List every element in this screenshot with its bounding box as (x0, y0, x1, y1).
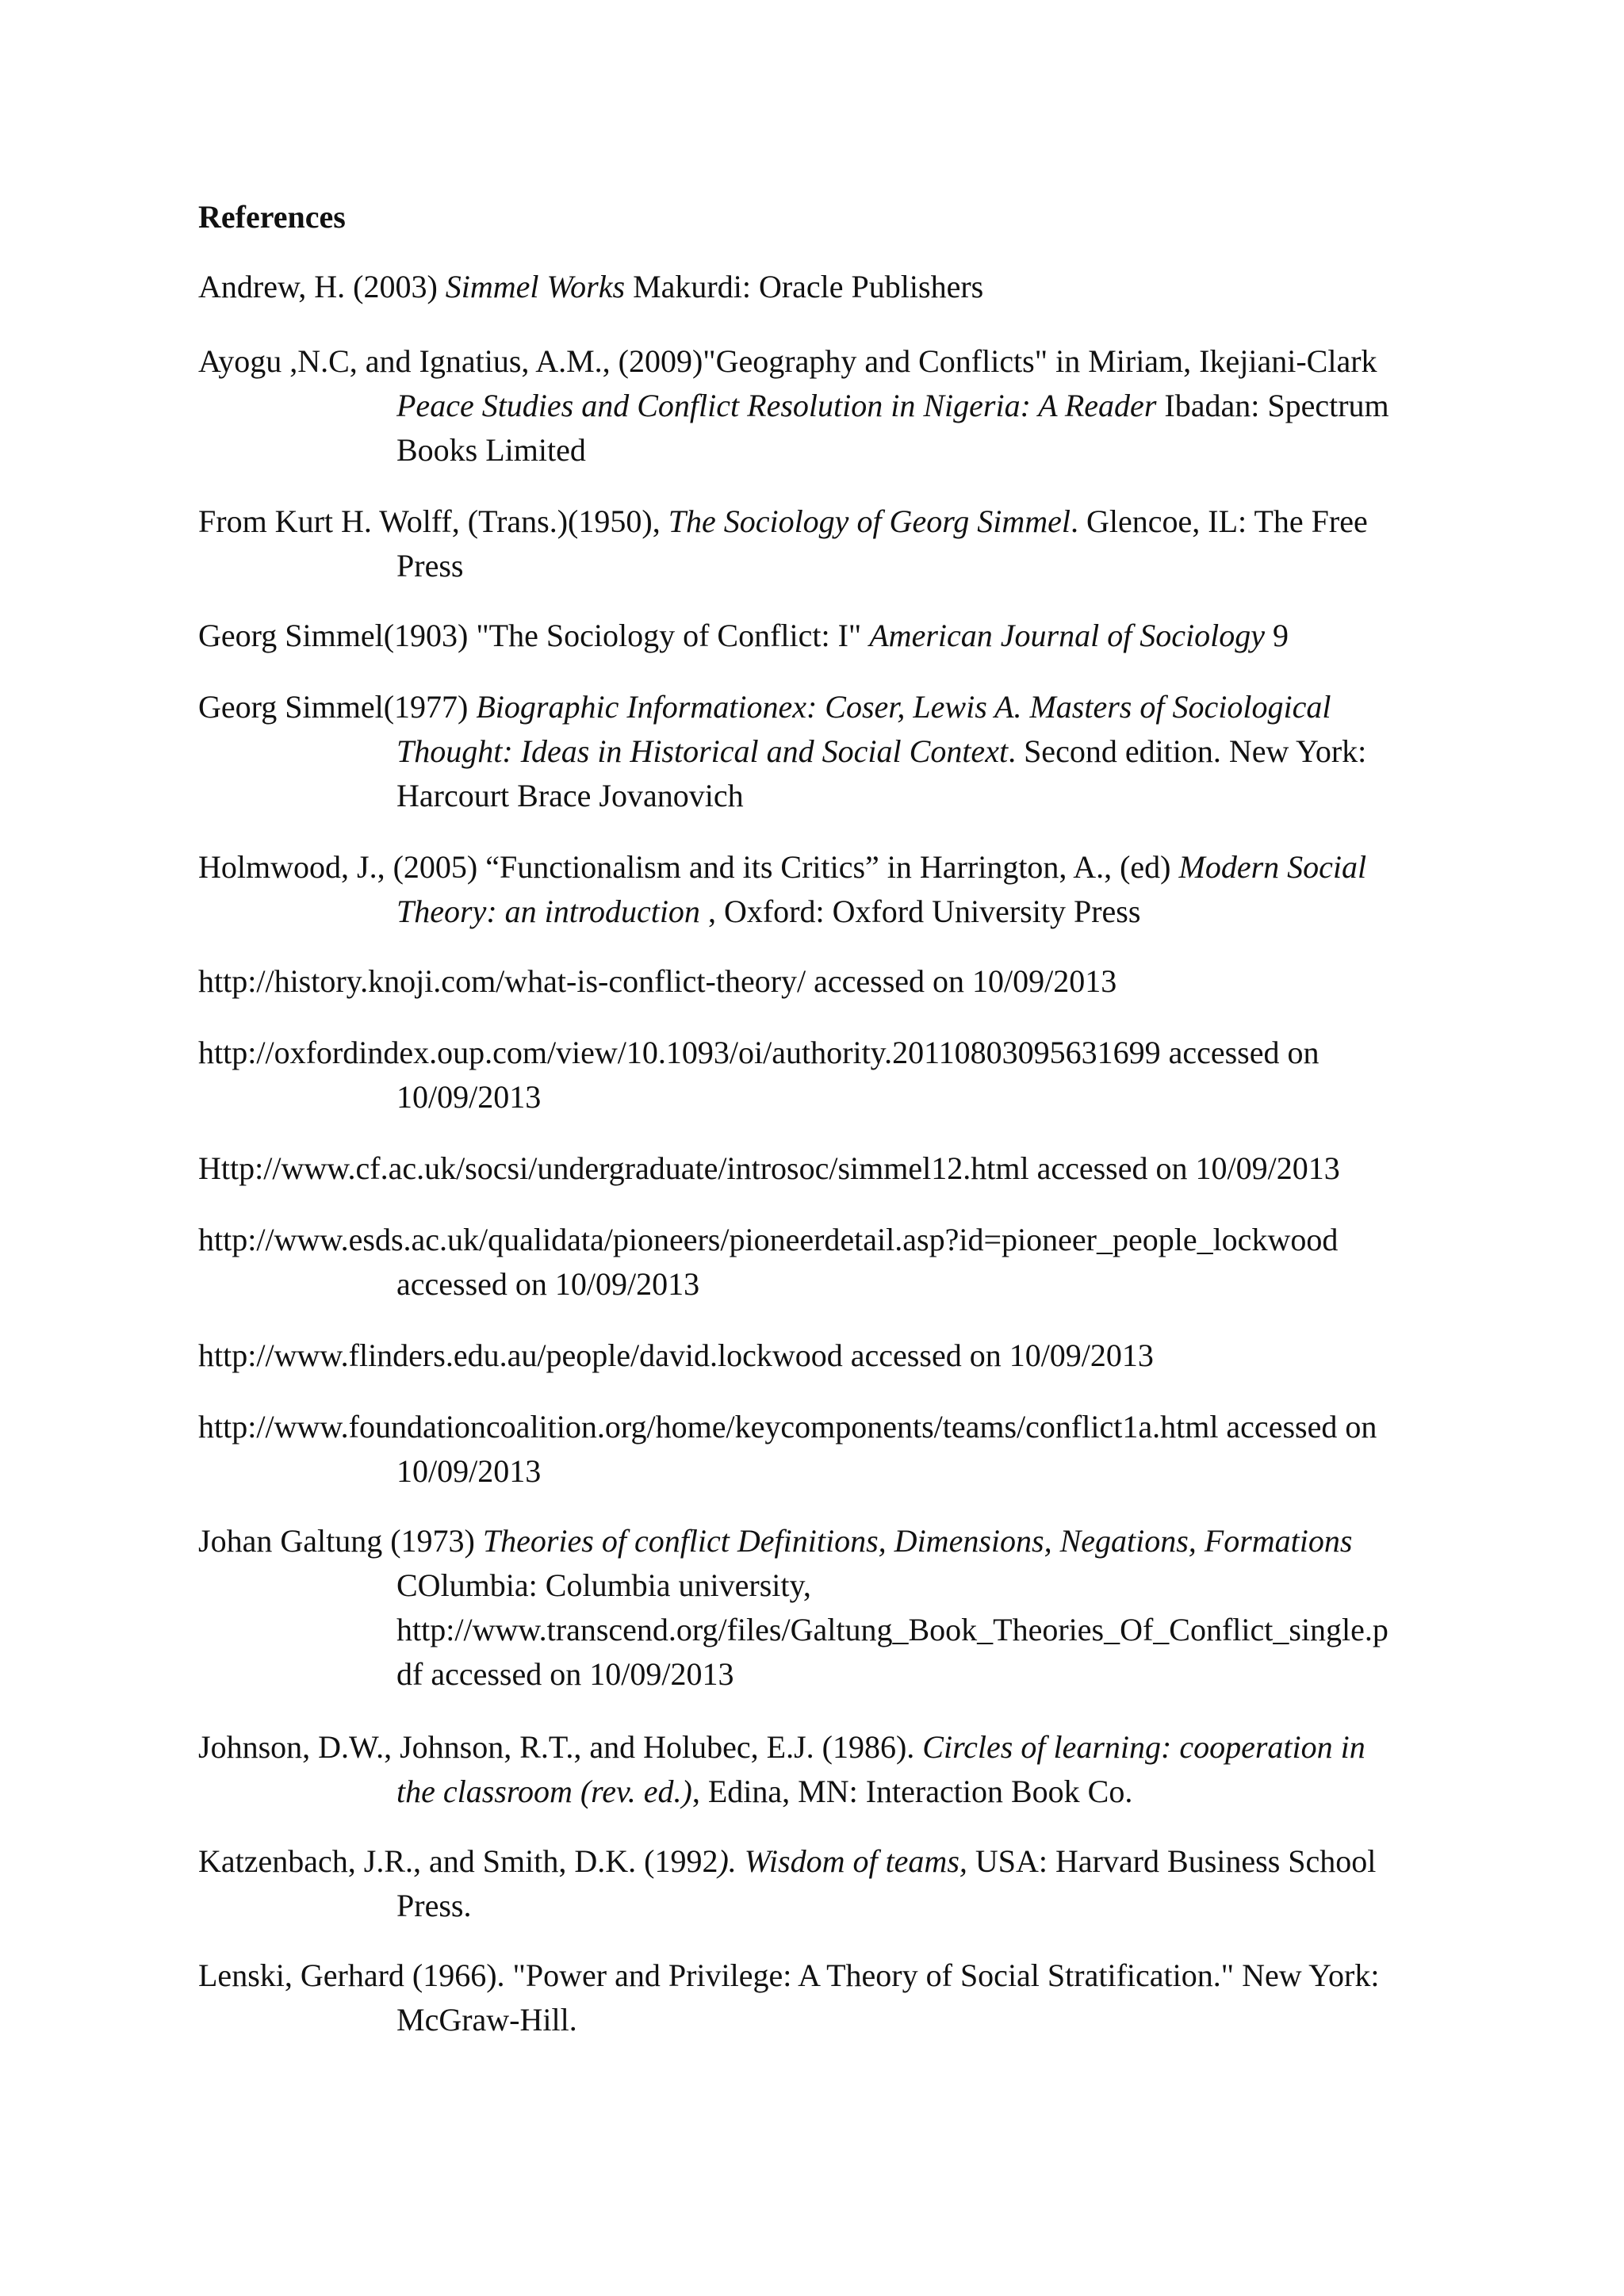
reference-line (198, 1563, 1451, 1608)
reference-line (198, 1839, 1451, 1884)
reference-entry (198, 499, 1451, 588)
reference-text: 9 (1265, 618, 1289, 653)
reference-line (198, 614, 1451, 658)
reference-text: . Second edition. New York: (1008, 733, 1367, 769)
reference-line (198, 544, 1451, 588)
reference-text: http://www.foundationcoalition.org/home/keycomponents/teams/conflict1a.html accessed on (198, 1409, 1377, 1445)
reference-entry (198, 339, 1451, 473)
italic-title: Theory: an introduction (396, 894, 700, 929)
reference-line (198, 428, 1451, 473)
reference-entry (198, 265, 1451, 309)
italic-title: Theories of conflict Definitions, Dimensions, Negations, Formations (482, 1523, 1353, 1559)
reference-entry (198, 1839, 1451, 1928)
reference-text: http://www.esds.ac.uk/qualidata/pioneers/pioneerdetail.asp?id=pioneer_people_lockwood (198, 1222, 1339, 1257)
reference-line (198, 1884, 1451, 1928)
reference-line (198, 1146, 1451, 1191)
reference-entry (198, 845, 1451, 934)
reference-line (198, 1998, 1451, 2042)
reference-entry (198, 1334, 1451, 1378)
reference-line (198, 774, 1451, 818)
reference-line (198, 384, 1451, 428)
italic-title: ). Wisdom of teams, (718, 1843, 967, 1879)
reference-line (198, 1954, 1451, 1998)
reference-line (198, 1519, 1451, 1563)
reference-text: Johan Galtung (1973) (198, 1523, 483, 1559)
italic-title: The Sociology of Georg Simmel (668, 503, 1071, 539)
reference-text: 10/09/2013 (396, 1453, 542, 1489)
reference-text: Johnson, D.W., Johnson, R.T., and Holubec, E.J. (1986). (198, 1729, 923, 1765)
italic-title: American Journal of Sociology (869, 618, 1266, 653)
italic-title: Circles of learning: cooperation in (922, 1729, 1365, 1765)
reference-entry (198, 1405, 1451, 1494)
reference-text: http://www.flinders.edu.au/people/david.lockwood accessed on 10/09/2013 (198, 1337, 1154, 1373)
reference-line (198, 1770, 1451, 1814)
reference-entry (198, 685, 1451, 818)
reference-line (198, 890, 1451, 934)
reference-line (198, 685, 1451, 729)
reference-text: Press (396, 548, 464, 584)
reference-text: accessed on 10/09/2013 (396, 1266, 700, 1302)
italic-title: Modern Social (1178, 849, 1367, 885)
reference-line (198, 1075, 1451, 1119)
reference-entry (198, 614, 1451, 658)
reference-text: From Kurt H. Wolff, (Trans.)(1950), (198, 503, 668, 539)
reference-text: Harcourt Brace Jovanovich (396, 778, 744, 813)
reference-text: http://oxfordindex.oup.com/view/10.1093/oi/authority.20110803095631699 accessed on (198, 1035, 1320, 1070)
reference-line (198, 729, 1451, 774)
reference-line (198, 1405, 1451, 1449)
reference-text: . Glencoe, IL: The Free (1071, 503, 1368, 539)
reference-text: http://history.knoji.com/what-is-conflict-theory/ accessed on 10/09/2013 (198, 963, 1117, 999)
reference-text: Makurdi: Oracle Publishers (625, 269, 984, 304)
reference-text: Lenski, Gerhard (1966). "Power and Privilege: A Theory of Social Stratification." New York: (198, 1957, 1380, 1993)
reference-line (198, 1725, 1451, 1770)
reference-line (198, 1608, 1451, 1652)
reference-text: Press. (396, 1888, 472, 1923)
reference-entry (198, 1146, 1451, 1191)
reference-entry (198, 1519, 1451, 1697)
reference-entry (198, 959, 1451, 1004)
reference-text: Georg Simmel(1903) "The Sociology of Conflict: I" (198, 618, 870, 653)
reference-line (198, 1334, 1451, 1378)
reference-line (198, 265, 1451, 309)
reference-entry (198, 1954, 1451, 2042)
references-heading: References (198, 199, 346, 235)
reference-line (198, 339, 1451, 384)
reference-line (198, 499, 1451, 544)
reference-line (198, 959, 1451, 1004)
italic-title: Simmel Works (445, 269, 626, 304)
reference-text: Ibadan: Spectrum (1156, 388, 1389, 423)
reference-text: Ayogu ,N.C, and Ignatius, A.M., (2009)"Geography and Conflicts" in Miriam, Ikejiani-Clark (198, 343, 1377, 379)
reference-text: Georg Simmel(1977) (198, 689, 477, 725)
reference-text: USA: Harvard Business School (967, 1843, 1377, 1879)
reference-entry (198, 1725, 1451, 1814)
italic-title: Thought: Ideas in Historical and Social Context (396, 733, 1009, 769)
reference-line (198, 1262, 1451, 1307)
reference-text: http://www.transcend.org/files/Galtung_Book_Theories_Of_Conflict_single.p (396, 1612, 1388, 1647)
reference-text: , Oxford: Oxford University Press (699, 894, 1141, 929)
reference-line (198, 1218, 1451, 1262)
reference-text: , Edina, MN: Interaction Book Co. (691, 1774, 1133, 1809)
italic-title: the classroom (rev. ed.) (396, 1774, 692, 1809)
italic-title: Peace Studies and Conflict Resolution in Nigeria: A Reader (396, 388, 1157, 423)
reference-line (198, 1449, 1451, 1494)
reference-text: COlumbia: Columbia university, (396, 1567, 811, 1603)
reference-entry (198, 1031, 1451, 1119)
reference-line (198, 845, 1451, 890)
reference-line (198, 1652, 1451, 1697)
reference-line (198, 1031, 1451, 1075)
reference-text: McGraw-Hill. (396, 2002, 577, 2038)
reference-text: Holmwood, J., (2005) “Functionalism and its Critics” in Harrington, A., (ed) (198, 849, 1179, 885)
italic-title: Biographic Informationex: Coser, Lewis A. Masters of Sociological (476, 689, 1331, 725)
reference-text: Katzenbach, J.R., and Smith, D.K. (1992 (198, 1843, 718, 1879)
reference-text: Http://www.cf.ac.uk/socsi/undergraduate/introsoc/simmel12.html accessed on 10/09/2013 (198, 1150, 1340, 1186)
reference-text: Andrew, H. (2003) (198, 269, 446, 304)
reference-text: 10/09/2013 (396, 1079, 542, 1115)
reference-text: df accessed on 10/09/2013 (396, 1656, 734, 1692)
reference-entry (198, 1218, 1451, 1307)
reference-text: Books Limited (396, 432, 586, 468)
